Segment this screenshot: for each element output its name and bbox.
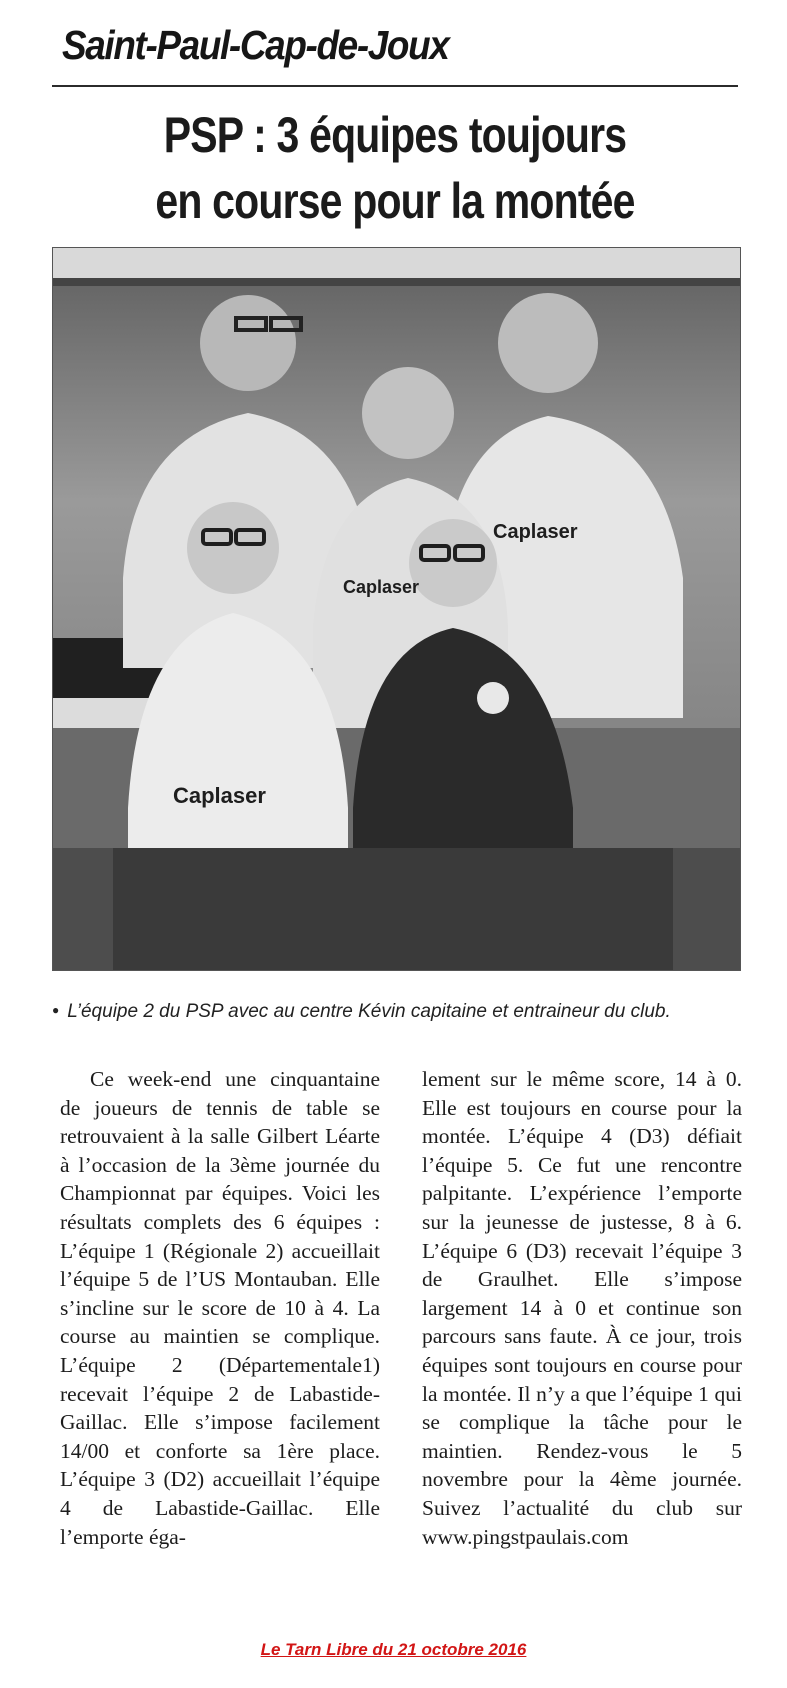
section-kicker: Saint-Paul-Cap-de-Joux	[62, 22, 449, 68]
kicker-rule	[52, 85, 738, 87]
shirt-logo-center: Caplaser	[343, 577, 420, 597]
shirt-logo-right: Caplaser	[493, 521, 578, 543]
source-credit: Le Tarn Libre du 21 octobre 2016	[260, 1640, 527, 1659]
caption-bullet-icon: ●	[52, 1003, 60, 1017]
body-paragraph-1: Ce week-end une cinquantaine de joueurs de tennis de table se retrouvaient à la salle Gilbert Léarte à l’occasion de la 3ème journée du Championnat par équipes. Voici les résultats complets des 6 équipes : L’équipe 1 (Régionale 2) accueillait l’équipe 5 de l’US Montauban. Elle s’incline sur le score de 10 à 4. La course au maintien se complique. L’équipe 2 (Départementale1) recevait l’équipe 2 de Labastide-Gaillac. Elle s’impose facilement 14/00 et conforte sa 1ère place. L’équipe 3 (D2) accueillait l’équipe 4 de Labastide-Gaillac. Elle l’emporte éga-	[60, 1067, 380, 1549]
body-paragraph-2: lement sur le même score, 14 à 0. Elle est toujours en course pour la montée. L’équipe 4 (D3) défiait l’équipe 5. Ce fut une rencontre palpitante. L’expérience l’emporte sur la jeunesse de justesse, 8 à 6. L’équipe 6 (D3) recevait l’équipe 3 de Graulhet. Elle s’impose largement 14 à 0 et continue son parcours sans faute. À ce jour, trois équipes sont toujours en course pour la montée. Il n’y a que l’équipe 1 qui se complique la tâche pour le maintien. Rendez-vous le 5 novembre pour la 4ème journée. Suivez l’actualité du club sur www.pingstpaulais.com	[422, 1067, 742, 1549]
shirt-logo-left: Caplaser	[173, 783, 266, 808]
body-column-2	[422, 1065, 742, 1551]
team-photo-illustration	[53, 248, 740, 970]
article-headline	[52, 102, 738, 234]
caption-text: L’équipe 2 du PSP avec au centre Kévin capitaine et entraineur du club.	[67, 1001, 671, 1022]
team-photo	[52, 247, 741, 971]
body-column-1	[60, 1065, 380, 1551]
article-body	[60, 1065, 742, 1551]
headline-line-2: en course pour la montée	[155, 173, 635, 229]
headline-line-1: PSP : 3 équipes toujours	[163, 107, 627, 163]
photo-caption	[52, 998, 742, 1024]
